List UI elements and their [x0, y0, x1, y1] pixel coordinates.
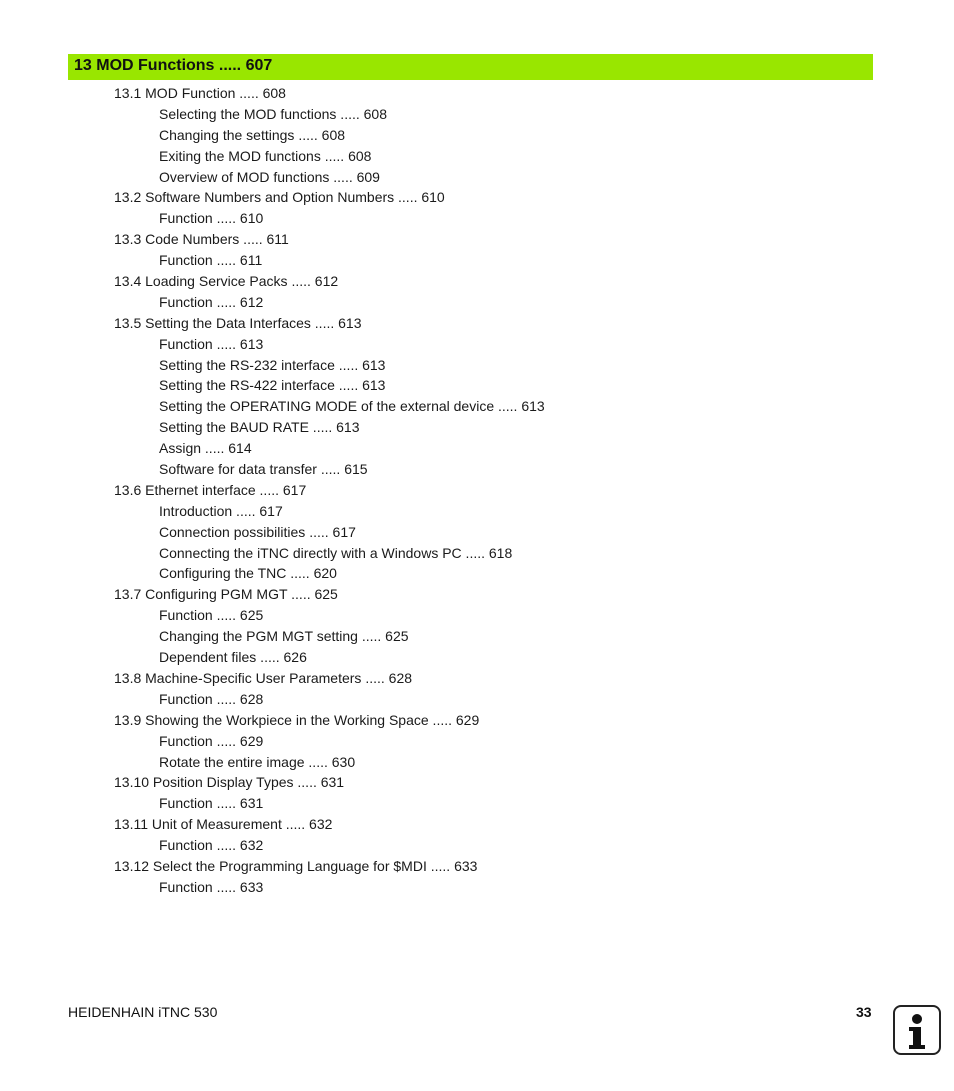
- toc-section-entry[interactable]: 13.7 Configuring PGM MGT ..... 625: [114, 586, 338, 603]
- chapter-title[interactable]: 13 MOD Functions ..... 607: [74, 57, 273, 74]
- toc-subsection-entry[interactable]: Overview of MOD functions ..... 609: [159, 168, 380, 185]
- toc-subsection-entry[interactable]: Function ..... 633: [159, 878, 264, 895]
- toc-section-entry[interactable]: 13.12 Select the Programming Language for $MDI ..... 633: [114, 857, 478, 874]
- toc-section-entry[interactable]: 13.2 Software Numbers and Option Numbers ..... 610: [114, 189, 445, 206]
- toc-subsection-entry[interactable]: Assign ..... 614: [159, 440, 252, 457]
- toc-subsection-entry[interactable]: Function ..... 625: [159, 607, 264, 624]
- toc-subsection-entry[interactable]: Changing the settings ..... 608: [159, 126, 346, 143]
- table-of-contents: [0, 83, 954, 898]
- toc-subsection-entry[interactable]: Configuring the TNC ..... 620: [159, 565, 337, 582]
- toc-subsection-entry[interactable]: Exiting the MOD functions ..... 608: [159, 147, 372, 164]
- toc-subsection-entry[interactable]: Connection possibilities ..... 617: [159, 523, 356, 540]
- page-number: 33: [856, 1004, 872, 1020]
- toc-subsection-entry[interactable]: Function ..... 632: [159, 837, 264, 854]
- footer-brand: HEIDENHAIN iTNC 530: [68, 1004, 218, 1020]
- toc-subsection-entry[interactable]: Dependent files ..... 626: [159, 649, 307, 666]
- toc-subsection-entry[interactable]: Introduction ..... 617: [159, 502, 283, 519]
- toc-subsection-entry[interactable]: Function ..... 612: [159, 293, 264, 310]
- toc-subsection-entry[interactable]: Connecting the iTNC directly with a Windows PC ..... 618: [159, 544, 513, 561]
- toc-section-entry[interactable]: 13.4 Loading Service Packs ..... 612: [114, 273, 339, 290]
- toc-subsection-entry[interactable]: Function ..... 631: [159, 795, 264, 812]
- chapter-header: [68, 54, 873, 80]
- toc-subsection-entry[interactable]: Setting the BAUD RATE ..... 613: [159, 419, 360, 436]
- toc-section-entry[interactable]: 13.8 Machine-Specific User Parameters ..... 628: [114, 669, 413, 686]
- toc-subsection-entry[interactable]: Rotate the entire image ..... 630: [159, 753, 356, 770]
- toc-subsection-entry[interactable]: Function ..... 629: [159, 732, 264, 749]
- toc-subsection-entry[interactable]: Setting the RS-232 interface ..... 613: [159, 356, 386, 373]
- toc-subsection-entry[interactable]: Selecting the MOD functions ..... 608: [159, 105, 388, 122]
- toc-subsection-entry[interactable]: Changing the PGM MGT setting ..... 625: [159, 628, 409, 645]
- toc-section-entry[interactable]: 13.9 Showing the Workpiece in the Working Space ..... 629: [114, 711, 480, 728]
- toc-section-entry[interactable]: 13.10 Position Display Types ..... 631: [114, 774, 345, 791]
- toc-section-entry[interactable]: 13.5 Setting the Data Interfaces ..... 613: [114, 314, 362, 331]
- toc-section-entry[interactable]: 13.6 Ethernet interface ..... 617: [114, 481, 307, 498]
- toc-subsection-entry[interactable]: Setting the RS-422 interface ..... 613: [159, 377, 386, 394]
- toc-subsection-entry[interactable]: Setting the OPERATING MODE of the external device ..... 613: [159, 398, 545, 415]
- toc-subsection-entry[interactable]: Function ..... 611: [159, 252, 263, 269]
- toc-section-entry[interactable]: 13.1 MOD Function ..... 608: [114, 85, 286, 101]
- toc-subsection-entry[interactable]: Function ..... 613: [159, 335, 264, 352]
- info-icon: [893, 1005, 941, 1055]
- toc-section-entry[interactable]: 13.3 Code Numbers ..... 611: [114, 231, 289, 248]
- toc-subsection-entry[interactable]: Function ..... 610: [159, 210, 264, 227]
- toc-section-entry[interactable]: 13.11 Unit of Measurement ..... 632: [114, 816, 333, 833]
- toc-subsection-entry[interactable]: Software for data transfer ..... 615: [159, 461, 368, 478]
- toc-subsection-entry[interactable]: Function ..... 628: [159, 690, 264, 707]
